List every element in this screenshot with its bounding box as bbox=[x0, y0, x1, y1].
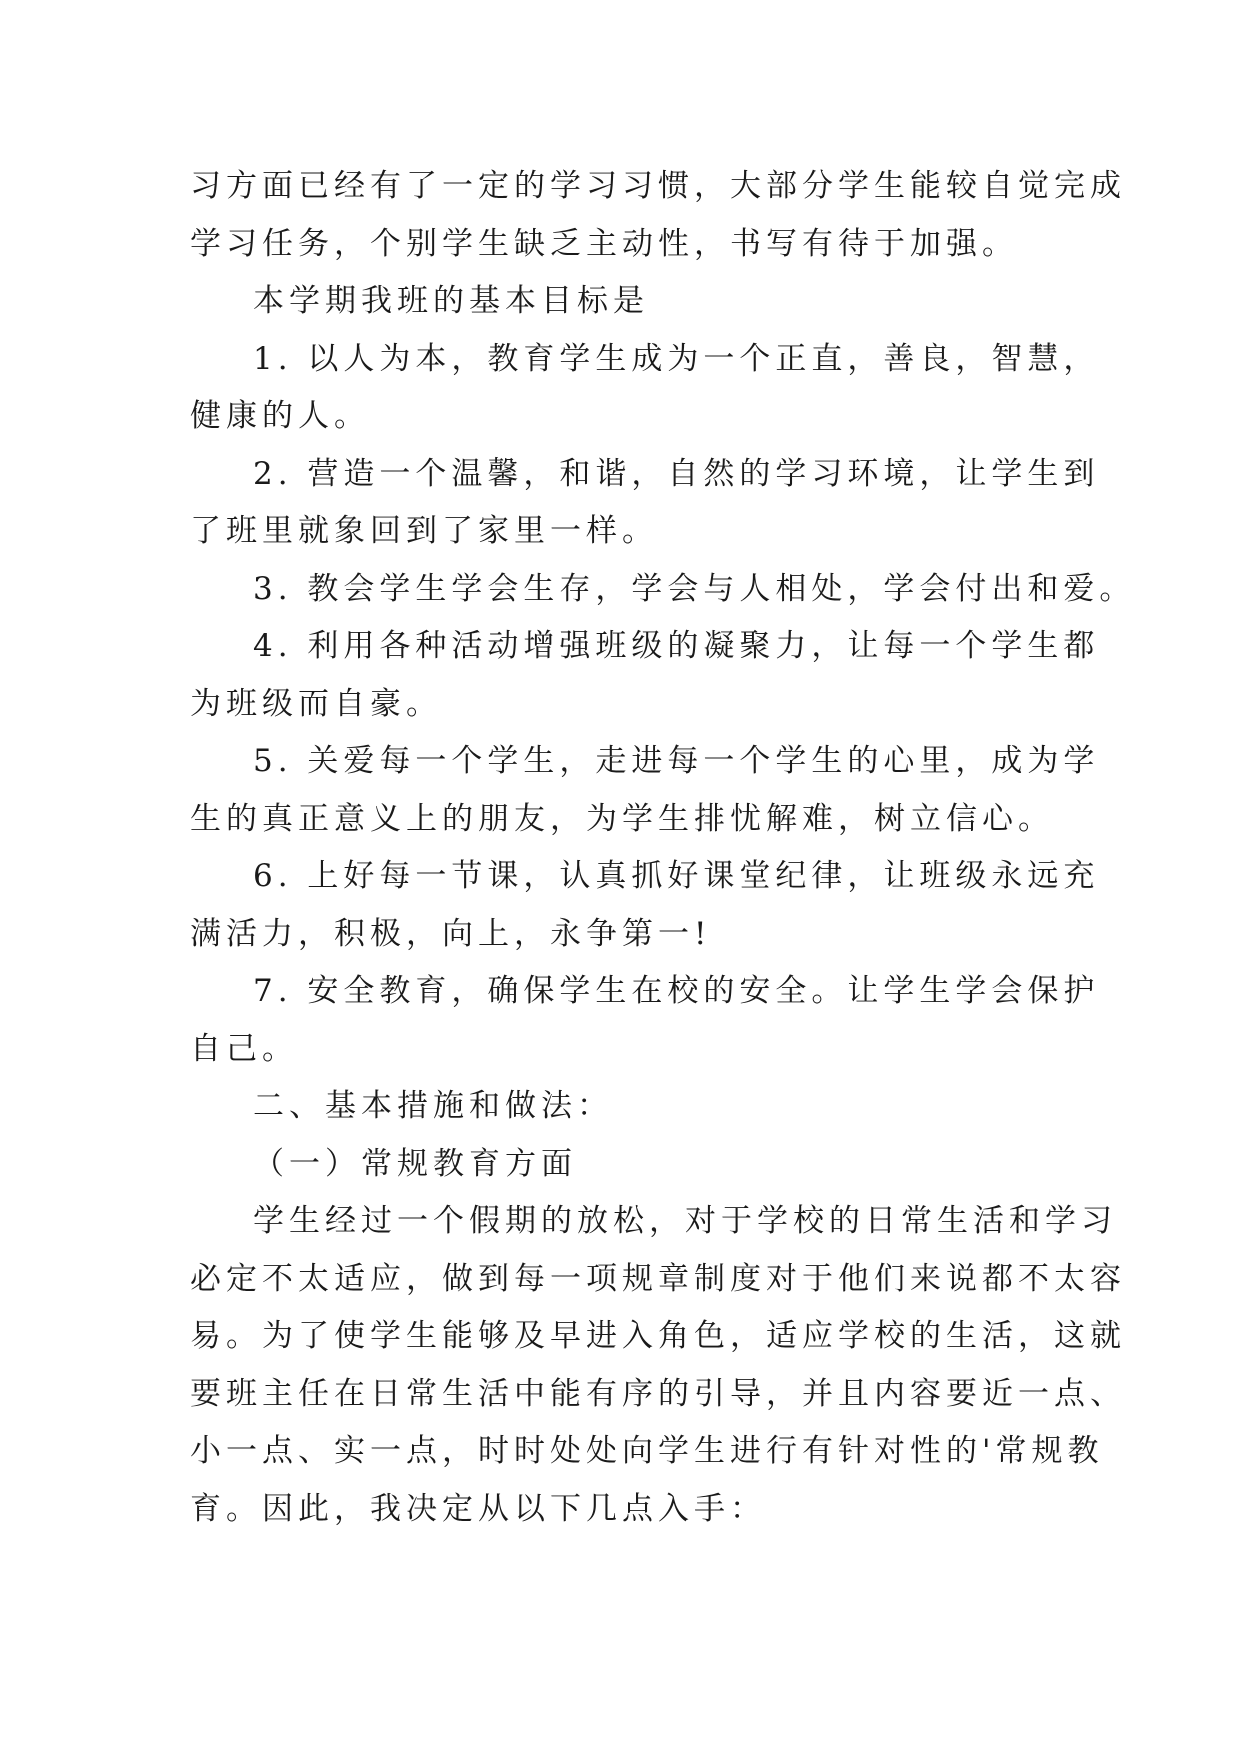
text-line: 习方面已经有了一定的学习习惯，大部分学生能较自觉完成 bbox=[190, 168, 1126, 204]
goal-item-6: 6. 上好每一节课，认真抓好课堂纪律，让班级永远充 bbox=[253, 858, 1100, 894]
text-line: 小一点、实一点，时时处处向学生进行有针对性的'常规教 bbox=[190, 1433, 1104, 1469]
text-line: 育。因此，我决定从以下几点入手： bbox=[190, 1490, 766, 1527]
goal-item-1: 1. 以人为本，教育学生成为一个正直，善良，智慧， bbox=[253, 340, 1100, 377]
goal-item-5: 5. 关爱每一个学生，走进每一个学生的心里，成为学 bbox=[253, 743, 1100, 779]
text-line: 易。为了使学生能够及早进入角色，适应学校的生活，这就 bbox=[190, 1318, 1126, 1354]
text-line: 自己。 bbox=[190, 1030, 298, 1067]
text-line: 必定不太适应，做到每一项规章制度对于他们来说都不太容 bbox=[190, 1260, 1126, 1297]
text-line: 生的真正意义上的朋友，为学生排忧解难，树立信心。 bbox=[190, 800, 1054, 837]
text-line: 满活力，积极，向上，永争第一! bbox=[190, 915, 712, 952]
goal-item-3: 3. 教会学生学会生存，学会与人相处，学会付出和爱。 bbox=[253, 570, 1136, 607]
text-line: 健康的人。 bbox=[190, 398, 370, 434]
text-line: 为班级而自豪。 bbox=[190, 685, 442, 722]
text-line: 了班里就象回到了家里一样。 bbox=[190, 513, 658, 549]
text-line: 本学期我班的基本目标是 bbox=[253, 283, 649, 319]
text-line: 学生经过一个假期的放松，对于学校的日常生活和学习 bbox=[253, 1203, 1117, 1239]
goal-item-2: 2. 营造一个温馨，和谐，自然的学习环境，让学生到 bbox=[253, 455, 1100, 492]
text-line: 学习任务，个别学生缺乏主动性，书写有待于加强。 bbox=[190, 225, 1018, 262]
goal-item-4: 4. 利用各种活动增强班级的凝聚力，让每一个学生都 bbox=[253, 628, 1100, 664]
section-heading: 二、基本措施和做法： bbox=[253, 1088, 613, 1124]
goal-item-7: 7. 安全教育，确保学生在校的安全。让学生学会保护 bbox=[253, 973, 1100, 1009]
text-line: 要班主任在日常生活中能有序的引导，并且内容要近一点、 bbox=[190, 1375, 1126, 1412]
subsection-heading: （一）常规教育方面 bbox=[253, 1145, 577, 1182]
body-text bbox=[190, 158, 1136, 1538]
